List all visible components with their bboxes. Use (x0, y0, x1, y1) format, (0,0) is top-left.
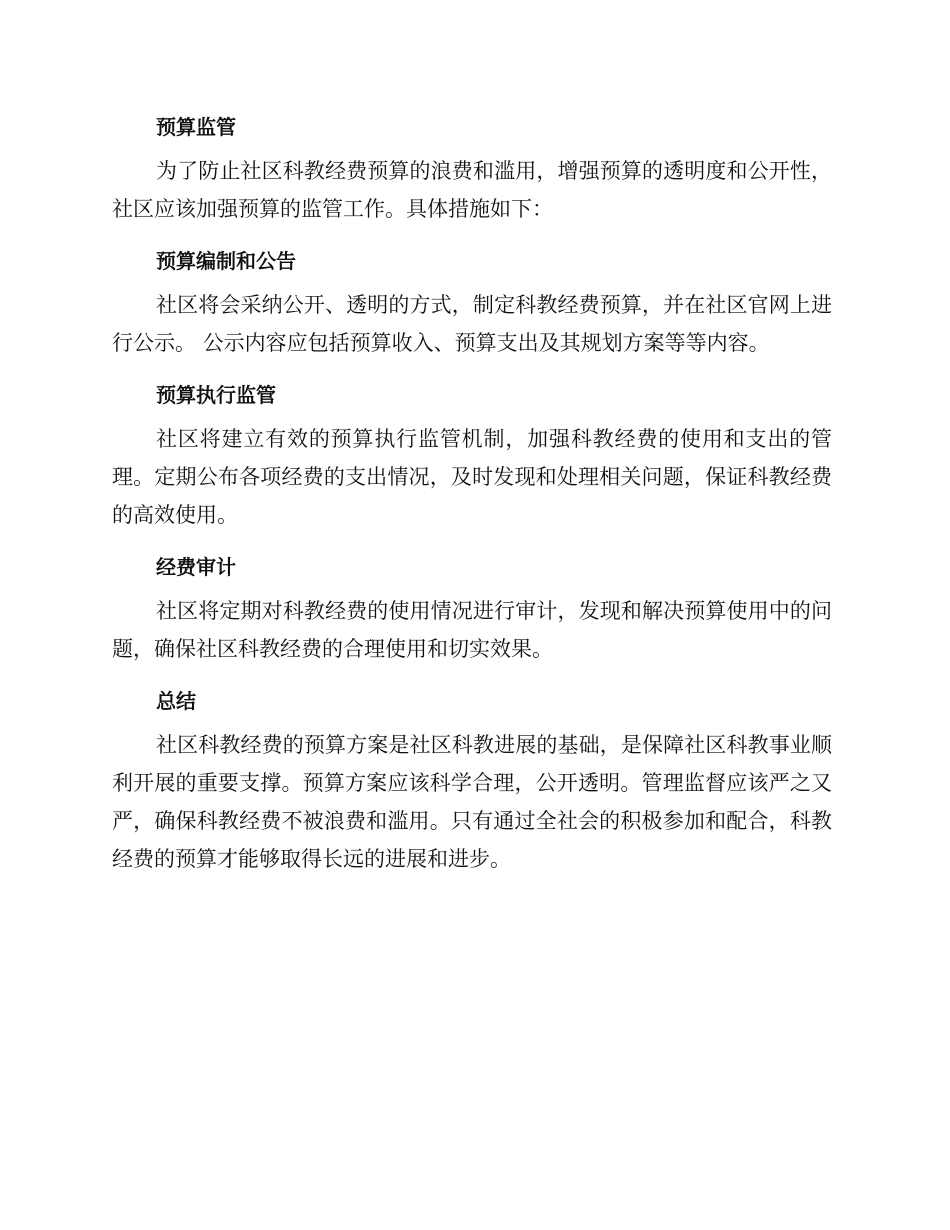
section-audit (112, 548, 832, 668)
section-budget-supervision (112, 108, 832, 228)
section-paragraph: 为了防止社区科教经费预算的浪费和滥用，增强预算的透明度和公开性，社区应该加强预算的监管工作。具体措施如下： (112, 159, 832, 221)
section-heading: 预算执行监管 (156, 383, 276, 407)
section-heading: 预算编制和公告 (156, 249, 296, 273)
section-paragraph: 社区将会采纳公开、透明的方式，制定科教经费预算，并在社区官网上进行公示。 公示内容应包括预算收入、预算支出及其规划方案等等内容。 (112, 293, 832, 355)
section-paragraph: 社区将建立有效的预算执行监管机制，加强科教经费的使用和支出的管理。定期公布各项经费的支出情况，及时发现和处理相关问题，保证科教经费的高效使用。 (112, 427, 832, 527)
section-heading: 经费审计 (156, 555, 236, 579)
section-paragraph: 社区科教经费的预算方案是社区科教进展的基础，是保障社区科教事业顺利开展的重要支撑。预算方案应该科学合理，公开透明。管理监督应该严之又严，确保科教经费不被浪费和滥用。只有通过全社会的积极参加和配合，科教经费的预算才能够取得长远的进展和进步。 (112, 733, 832, 871)
section-paragraph: 社区将定期对科教经费的使用情况进行审计，发现和解决预算使用中的问题，确保社区科教经费的合理使用和切实效果。 (112, 599, 832, 661)
section-heading: 总结 (156, 689, 196, 713)
section-budget-compilation (112, 242, 832, 362)
section-heading: 预算监管 (156, 115, 236, 139)
document-page (112, 108, 832, 892)
section-summary (112, 682, 832, 878)
section-budget-execution (112, 376, 832, 534)
